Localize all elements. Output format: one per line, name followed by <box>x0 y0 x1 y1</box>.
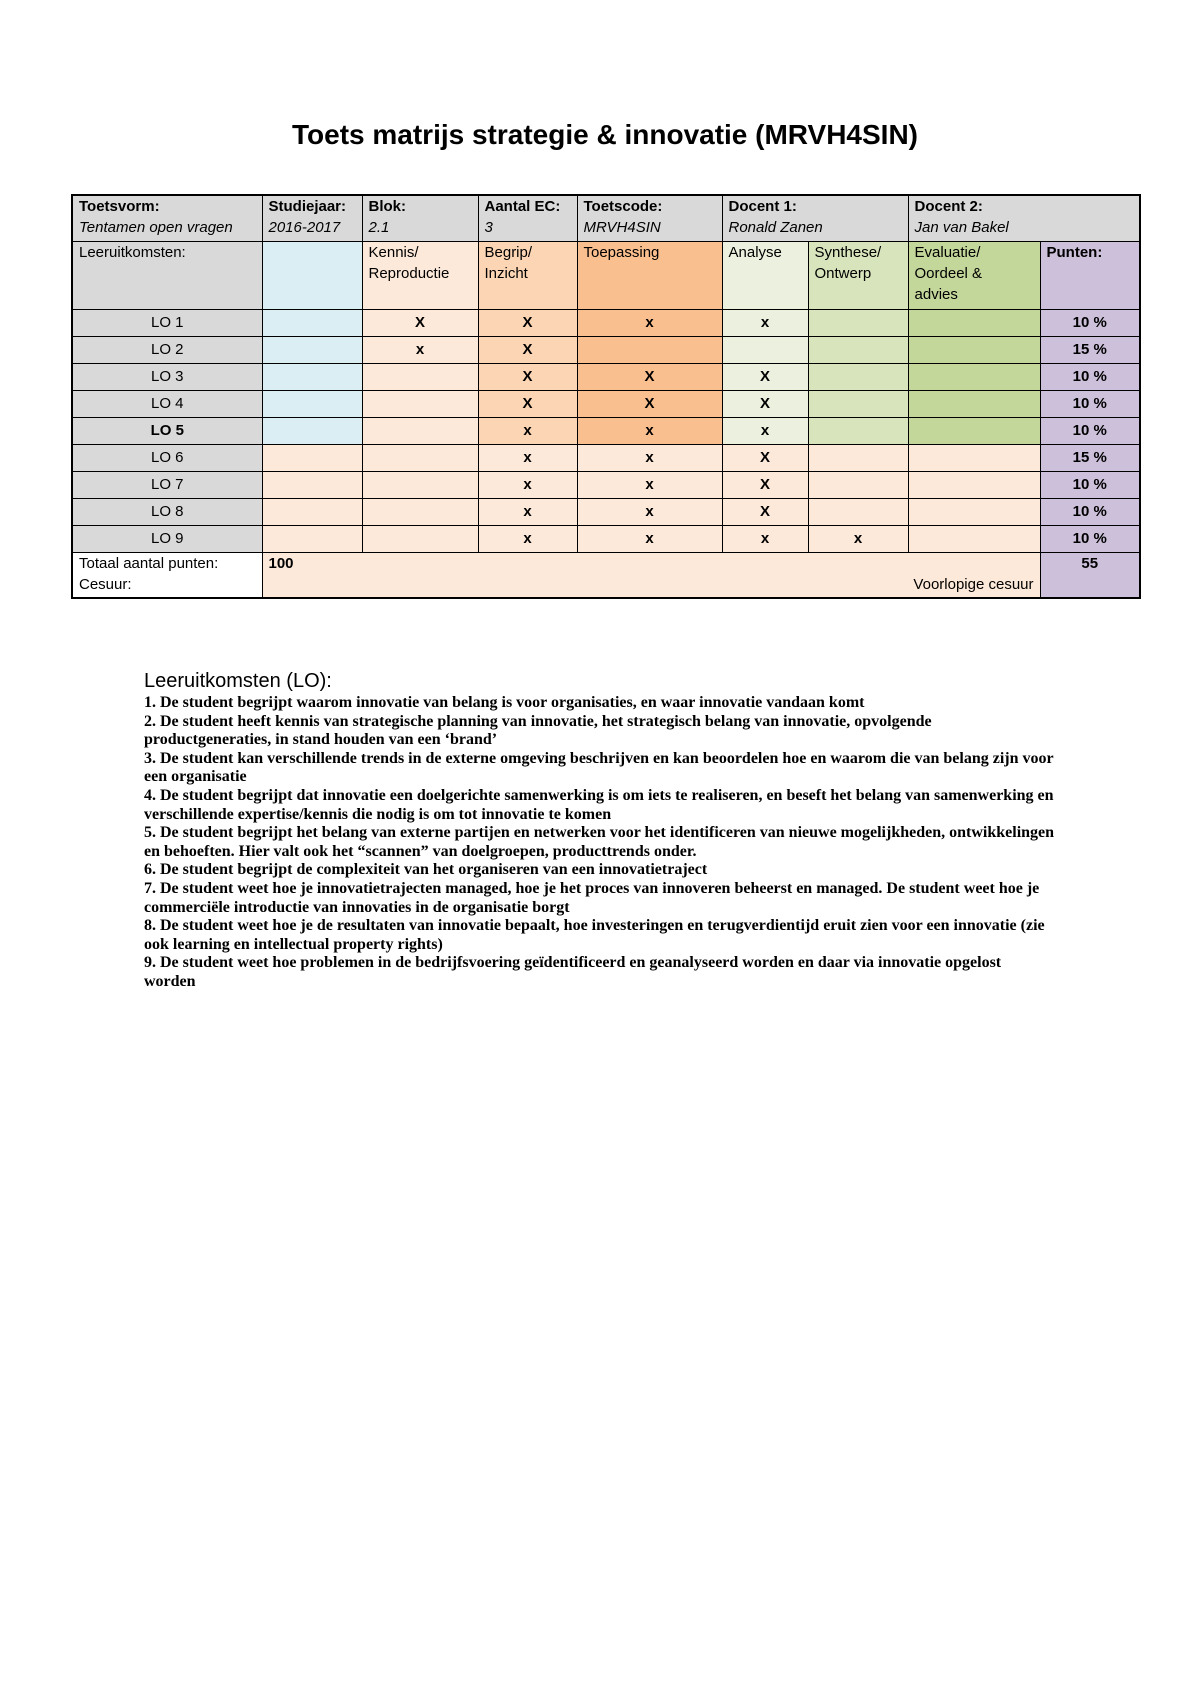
lo-label: LO 1 <box>72 309 262 336</box>
toepassing-cell: x <box>577 498 722 525</box>
begrip-cell: x <box>478 417 577 444</box>
lo-row <box>72 471 1140 498</box>
lo-label: LO 5 <box>72 417 262 444</box>
toepassing-cell: x <box>577 525 722 552</box>
begrip-cell: x <box>478 498 577 525</box>
lo-row <box>72 309 1140 336</box>
meta-label: Toetscode: <box>583 198 663 215</box>
document-title: Toets matrijs strategie & innovatie (MRVH4SIN) <box>292 119 918 150</box>
meta-label: Toetsvorm: <box>79 198 160 215</box>
evaluatie-cell <box>908 309 1040 336</box>
meta-label: Docent 1: <box>728 198 797 215</box>
synthese-cell <box>808 309 908 336</box>
kennis-cell: x <box>362 336 478 363</box>
cesuur-value: 55 <box>1040 552 1140 598</box>
studiejaar-cell <box>262 336 362 363</box>
list-item: 9. De student weet hoe problemen in de bedrijfsvoering geïdentificeerd en geanalyseerd worden en daar via innovatie opgelost worden <box>144 954 1002 990</box>
analyse-cell: X <box>722 363 808 390</box>
toepassing-header: Toepassing <box>577 241 722 309</box>
studiejaar-cell <box>262 417 362 444</box>
lo-row <box>72 444 1140 471</box>
meta-toetscode <box>577 195 722 241</box>
begrip-cell: X <box>478 336 577 363</box>
evaluatie-cell <box>908 417 1040 444</box>
lo-row <box>72 390 1140 417</box>
toepassing-cell: x <box>577 444 722 471</box>
list-item: 1. De student begrijpt waarom innovatie van belang is voor organisaties, en waar innovatie vandaan komt <box>144 694 865 711</box>
analyse-cell <box>722 336 808 363</box>
learning-outcomes-heading: Leeruitkomsten (LO): <box>144 670 332 692</box>
meta-label: Blok: <box>368 198 406 215</box>
lo-label: LO 4 <box>72 390 262 417</box>
punten-cell: 10 % <box>1040 471 1140 498</box>
analyse-cell: X <box>722 444 808 471</box>
synthese-cell <box>808 417 908 444</box>
kennis-cell: X <box>362 309 478 336</box>
toepassing-cell: X <box>577 363 722 390</box>
lo-row <box>72 336 1140 363</box>
evaluatie-header-text: Evaluatie/ Oordeel & advies <box>914 243 983 303</box>
synthese-cell <box>808 471 908 498</box>
lo-label: LO 7 <box>72 471 262 498</box>
list-item: 4. De student begrijpt dat innovatie een doelgerichte samenwerking is om iets te realiseren, en beseft het belang van samenwerking en verschillende expertise/kennis die nodig is om tot innovatie te komen <box>144 786 1054 823</box>
analyse-cell: x <box>722 309 808 336</box>
synthese-cell: x <box>808 525 908 552</box>
list-item: 2. De student heeft kennis van strategische planning van innovatie, het strategisch belang van innovatie, opvolgende productgeneraties, in stand houden van een ‘brand’ <box>144 712 932 749</box>
synthese-cell <box>808 336 908 363</box>
list-item: 5. De student begrijpt het belang van externe partijen en netwerken voor het identificeren van nieuwe mogelijkheden, ontwikkelingen en behoeften. Hier valt ook het “scannen” van doelgroepen, producttrends onder. <box>144 824 1055 860</box>
lo-label: LO 2 <box>72 336 262 363</box>
meta-blok <box>362 195 478 241</box>
meta-label: Studiejaar: <box>268 198 347 215</box>
punten-cell: 10 % <box>1040 390 1140 417</box>
begrip-cell: x <box>478 471 577 498</box>
lo-label: LO 6 <box>72 444 262 471</box>
levels-header-row <box>72 241 1140 309</box>
synthese-cell <box>808 498 908 525</box>
toepassing-cell: x <box>577 309 722 336</box>
evaluatie-cell <box>908 444 1040 471</box>
begrip-cell: X <box>478 390 577 417</box>
synthese-cell <box>808 390 908 417</box>
cesuur-label: Cesuur: <box>79 575 132 593</box>
list-item: 3. De student kan verschillende trends in de externe omgeving beschrijven en kan beoordelen hoe en waarom die van belang zijn voor een organisatie <box>144 749 1054 786</box>
synthese-cell <box>808 444 908 471</box>
meta-aantal-ec <box>478 195 577 241</box>
evaluatie-cell <box>908 525 1040 552</box>
toepassing-cell: x <box>577 471 722 498</box>
studiejaar-cell <box>262 471 362 498</box>
studiejaar-cell <box>262 363 362 390</box>
begrip-header: Begrip/ Inzicht <box>478 241 577 309</box>
evaluatie-cell <box>908 390 1040 417</box>
begrip-cell: x <box>478 444 577 471</box>
analyse-header: Analyse <box>722 241 808 309</box>
kennis-cell <box>362 525 478 552</box>
lo-label: LO 9 <box>72 525 262 552</box>
lo-row <box>72 417 1140 444</box>
evaluatie-cell <box>908 363 1040 390</box>
studiejaar-cell <box>262 498 362 525</box>
kennis-header: Kennis/ Reproductie <box>362 241 478 309</box>
toepassing-cell: X <box>577 390 722 417</box>
punten-header: Punten: <box>1040 241 1140 309</box>
kennis-cell <box>362 498 478 525</box>
meta-toetsvorm <box>72 195 262 241</box>
begrip-cell: X <box>478 363 577 390</box>
total-points-label: Totaal aantal punten: <box>79 554 219 572</box>
lo-row <box>72 525 1140 552</box>
list-item: 6. De student begrijpt de complexiteit van het organiseren van een innovatietraject <box>144 861 708 879</box>
punten-cell: 15 % <box>1040 444 1140 471</box>
list-item: 8. De student weet hoe je de resultaten van innovatie bepaalt, hoe investeringen en terugverdientijd eruit zien voor een innovatie (zie ook learning en intellectual property rights) <box>144 917 1045 953</box>
meta-value: Tentamen open vragen <box>79 219 233 236</box>
analyse-cell: X <box>722 471 808 498</box>
evaluatie-cell <box>908 498 1040 525</box>
meta-value: 2.1 <box>368 219 390 236</box>
lo-label: LO 8 <box>72 498 262 525</box>
kennis-cell <box>362 390 478 417</box>
toepassing-cell <box>577 336 722 363</box>
studiejaar-cell <box>262 309 362 336</box>
punten-cell: 10 % <box>1040 309 1140 336</box>
synthese-cell <box>808 363 908 390</box>
test-matrix-table <box>71 194 1141 599</box>
total-row <box>72 552 1140 598</box>
studiejaar-cell <box>262 390 362 417</box>
meta-label: Aantal EC: <box>484 198 561 215</box>
meta-value: Ronald Zanen <box>728 219 823 236</box>
studiejaar-header-blank <box>262 241 362 309</box>
cesuur-note: Voorlopige cesuur <box>913 576 1034 593</box>
synthese-header: Synthese/ Ontwerp <box>808 241 908 309</box>
punten-cell: 10 % <box>1040 498 1140 525</box>
learning-outcomes-list <box>144 694 1056 992</box>
list-item: 7. De student weet hoe je innovatietrajecten managed, hoe je het proces van innoveren beheerst en managed. De student weet hoe je commerciële introductie van innovaties in de organisatie borgt <box>144 879 1040 916</box>
kennis-cell <box>362 363 478 390</box>
evaluatie-cell <box>908 336 1040 363</box>
begrip-cell: x <box>478 525 577 552</box>
punten-cell: 10 % <box>1040 363 1140 390</box>
meta-docent-1 <box>722 195 908 241</box>
analyse-cell: x <box>722 525 808 552</box>
analyse-cell: x <box>722 417 808 444</box>
meta-studiejaar <box>262 195 362 241</box>
punten-cell: 10 % <box>1040 417 1140 444</box>
meta-value: Jan van Bakel <box>914 219 1009 236</box>
lo-label: LO 3 <box>72 363 262 390</box>
total-value-cell <box>262 552 1040 598</box>
total-points-value: 100 <box>268 554 294 572</box>
analyse-cell: X <box>722 390 808 417</box>
meta-row <box>72 195 1140 241</box>
evaluatie-cell <box>908 471 1040 498</box>
punten-cell: 15 % <box>1040 336 1140 363</box>
toepassing-cell: x <box>577 417 722 444</box>
studiejaar-cell <box>262 525 362 552</box>
lo-row <box>72 498 1140 525</box>
evaluatie-header <box>908 241 1040 309</box>
analyse-cell: X <box>722 498 808 525</box>
lo-row <box>72 363 1140 390</box>
begrip-cell: X <box>478 309 577 336</box>
kennis-cell <box>362 471 478 498</box>
meta-docent-2 <box>908 195 1140 241</box>
kennis-cell <box>362 444 478 471</box>
studiejaar-cell <box>262 444 362 471</box>
kennis-cell <box>362 417 478 444</box>
meta-value: 2016-2017 <box>268 219 341 236</box>
meta-label: Docent 2: <box>914 198 983 215</box>
meta-value: 3 <box>484 219 493 236</box>
total-label-cell <box>72 552 262 598</box>
leeruitkomsten-header: Leeruitkomsten: <box>72 241 262 309</box>
punten-cell: 10 % <box>1040 525 1140 552</box>
meta-value: MRVH4SIN <box>583 219 661 236</box>
